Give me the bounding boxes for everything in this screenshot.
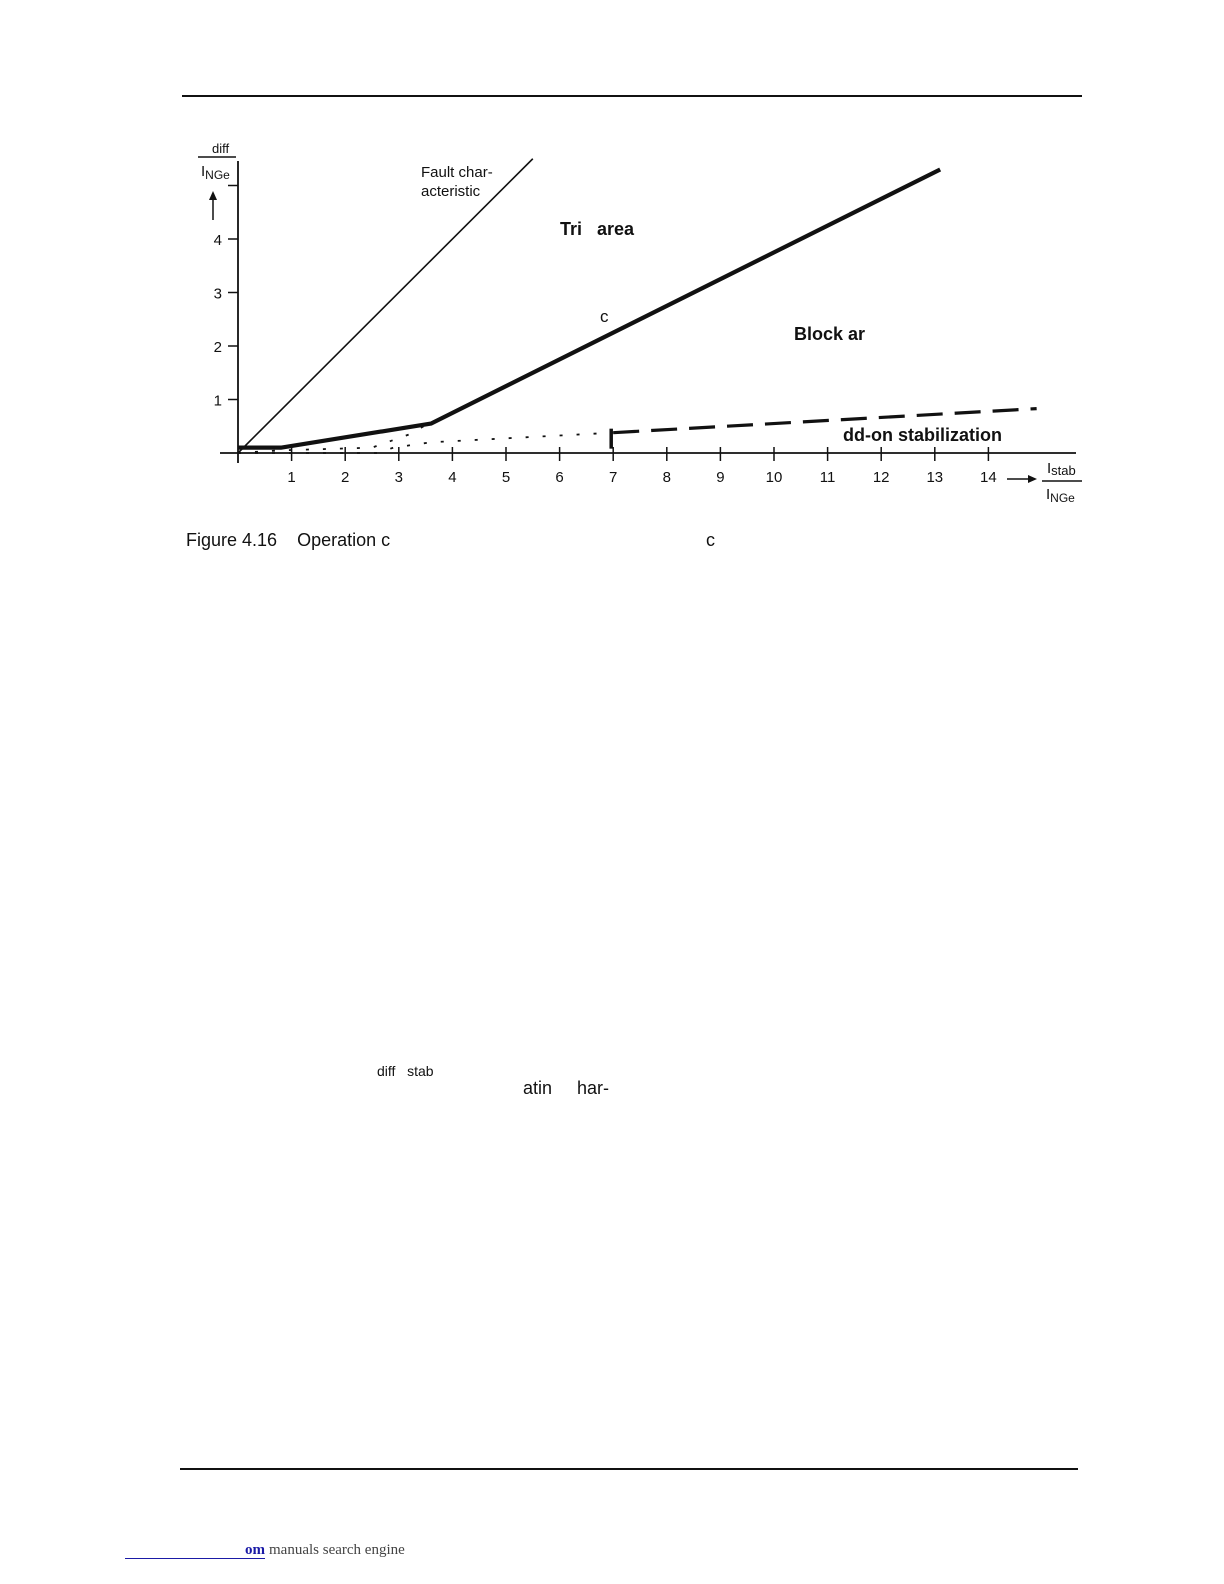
footer-text: manuals search engine [269,1542,405,1558]
y-tick-label: 4 [213,232,222,249]
fault-characteristic-label-1: Fault char- [421,164,493,181]
figure-caption-label: Figure 4.16 [186,530,278,550]
x-tick-label: 14 [980,469,997,486]
body-partial-line: atin har- [523,1078,610,1098]
x-axis-arrow-icon [1007,475,1037,483]
series-thin-0 [238,159,533,453]
series-thick-1 [238,169,940,447]
x-tick-label: 7 [609,469,618,486]
block-area-label: Block ar [794,324,866,344]
c-label: c [600,307,609,326]
fault-characteristic-label-2: acteristic [421,183,481,200]
x-tick-label: 5 [501,469,511,486]
x-tick-label: 8 [662,469,671,486]
x-tick-label: 13 [926,469,944,486]
x-tick-label: 6 [555,469,564,486]
operating-characteristic-chart [0,0,1224,520]
footer [125,1542,405,1559]
y-axis-label-bottom: $I_{NGe}$ [201,163,230,182]
x-tick-label: 12 [872,469,890,486]
x-tick-label: 2 [341,469,350,486]
chart-series [238,159,1037,453]
y-axis-label-top: diff [212,141,230,156]
body-sub-labels: diff stab [377,1063,434,1079]
footer-link[interactable]: om [125,1542,265,1559]
x-tick-label: 9 [716,469,725,486]
addon-stabilization-label: dd-on stabilization [843,425,1002,445]
x-tick-label: 3 [394,469,403,486]
figure-caption-trailing: c [706,530,715,550]
trip-area-label: Tri area [560,219,635,239]
series-dotted-3 [238,433,613,453]
y-tick-label: 3 [213,285,222,303]
figure-caption-text: Operation c [297,530,391,550]
x-axis-label-top: Istab [1047,460,1076,478]
y-tick-label: 2 [213,339,222,356]
y-axis-arrow-icon [209,191,217,220]
x-axis-label-bottom: $I_{NGe}$ [1046,486,1075,505]
x-tick-label: 10 [765,469,783,486]
figure-caption [186,530,390,551]
bottom-rule [180,1468,1078,1470]
x-tick-label: 11 [819,469,836,486]
y-tick-label: 1 [213,392,222,410]
x-tick-label: 1 [287,469,296,486]
x-tick-label: 4 [448,469,457,486]
